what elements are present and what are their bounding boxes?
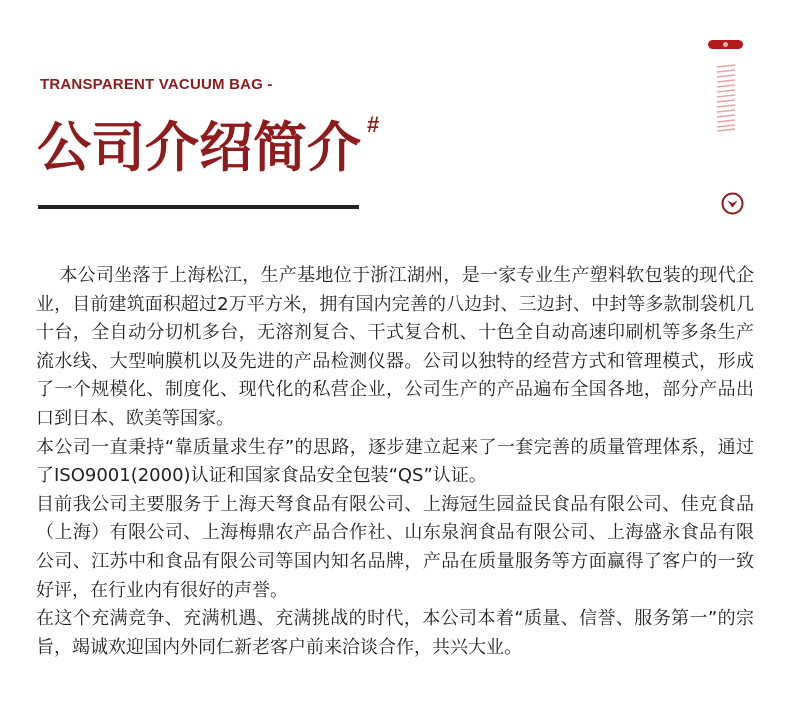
clients-paragraph: 目前我公司主要服务于上海天弩食品有限公司、上海冠生园益民食品有限公司、佳克食品（上海）有限公司、上海梅鼎农产品合作社、山东泉润食品有限公司、上海盛永食品有限公司、江苏中和食品有限公司等国内知名品牌，产品在质量服务等方面赢得了客户的一致好评，在行业内有很好的声誉。 xyxy=(36,493,754,601)
page-title: 公司介绍简介 xyxy=(37,116,361,179)
chevron-down-circle-icon xyxy=(721,192,744,215)
subtitle: TRANSPARENT VACUUM BAG - xyxy=(40,76,273,93)
closing-paragraph: 在这个充满竞争、充满机遇、充满挑战的时代，本公司本着“质量、信誉、服务第一”的宗旨，竭诚欢迎国内外同仁新老客户前来洽谈合作，共兴大业。 xyxy=(36,608,754,658)
company-intro-text xyxy=(36,262,754,662)
quality-paragraph: 本公司一直秉持“靠质量求生存”的思路，逐步建立起来了一套完善的质量管理体系，通过了ISO9001(2000)认证和国家食品安全包装“QS”认证。 xyxy=(36,436,754,487)
title-hash-mark: # xyxy=(367,112,380,137)
intro-paragraph: 本公司坐落于上海松江，生产基地位于浙江湖州，是一家专业生产塑料软包装的现代企业，目前建筑面积超过2万平方米，拥有国内完善的八边封、三边封、中封等多款制袋机几十台，全自动分切机多台，无溶剂复合、干式复合机、十色全自动高速印刷机等多条生产流水线、大型响膜机以及先进的产品检测仪器。公司以独特的经营方式和管理模式，形成了一个规模化、制度化、现代化的私营企业，公司生产的产品遍布全国各地，部分产品出口到日本、欧美等国家。 xyxy=(36,265,754,429)
title-underline xyxy=(38,205,359,209)
stripe-decoration xyxy=(716,64,736,132)
pill-dot xyxy=(723,42,728,47)
pill-decoration xyxy=(708,40,743,49)
